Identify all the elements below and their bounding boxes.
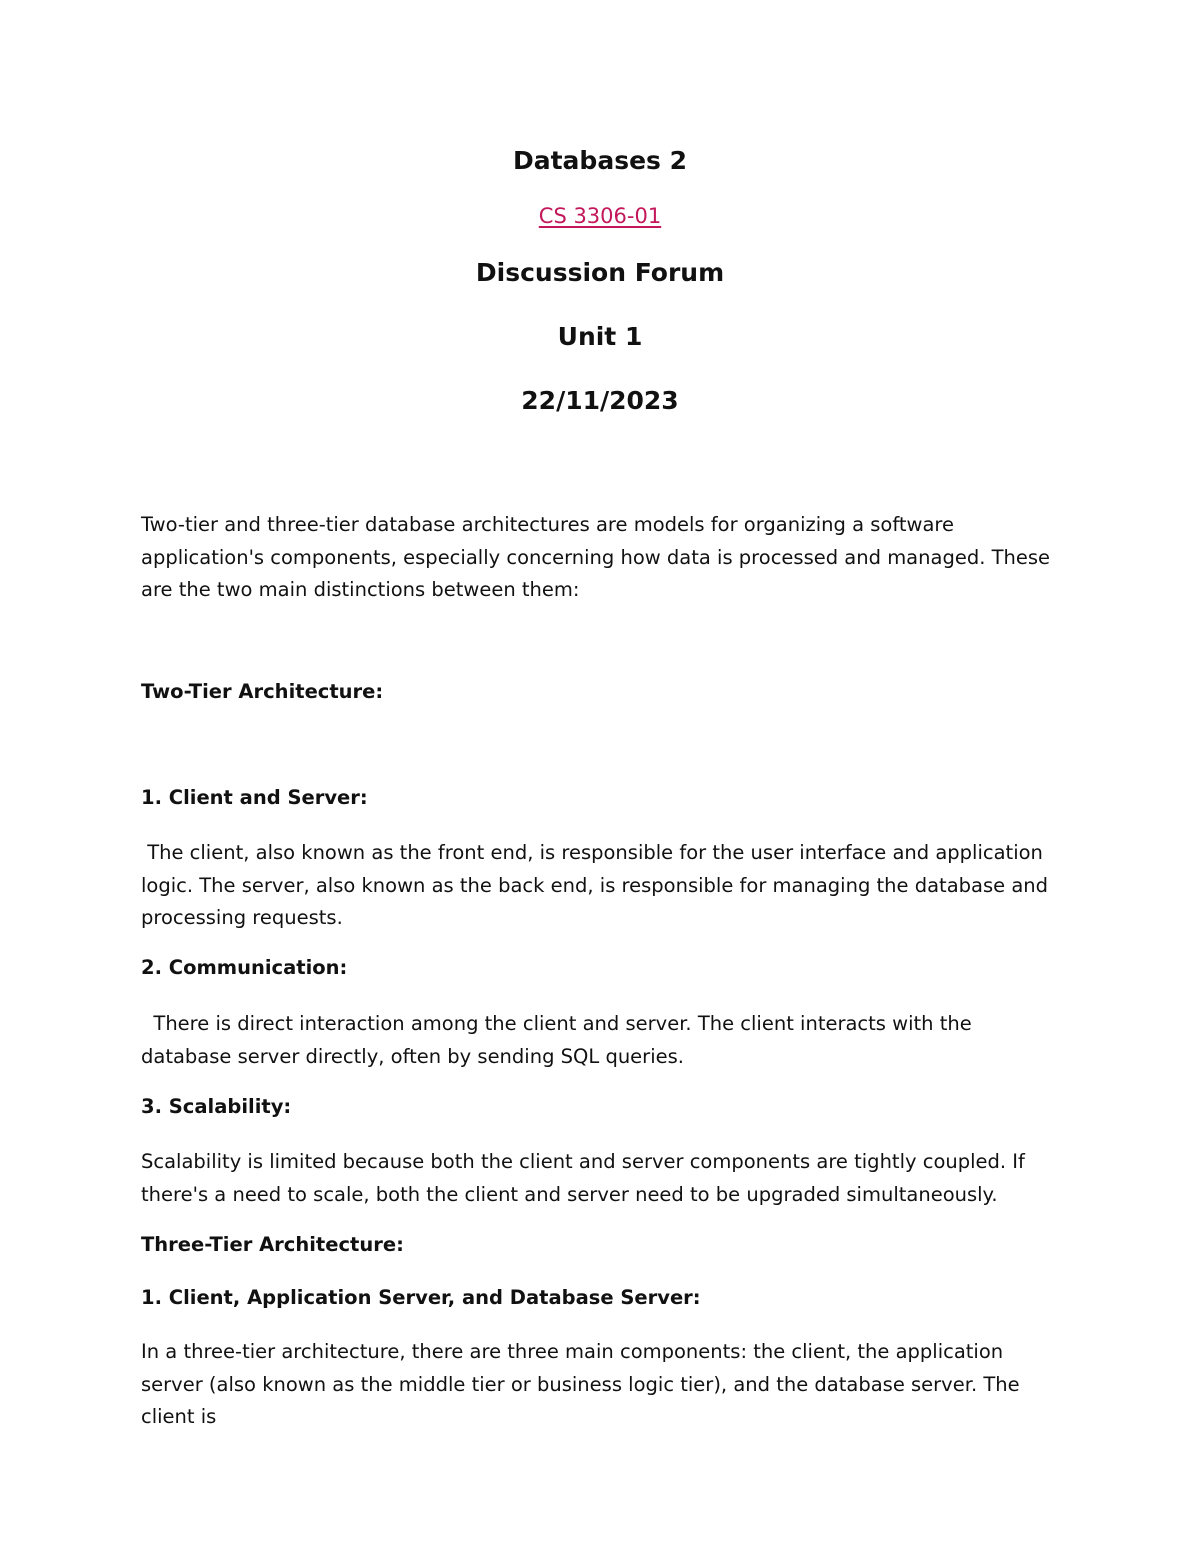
intro-paragraph: Two-tier and three-tier database architectures are models for organizing a software application's components, especially concerning how data is processed and managed. These are the two main distinctions between them: [141, 513, 1057, 601]
three-tier-item-body: In a three-tier architecture, there are three main components: the client, the application server (also known as the middle tier or business logic tier), and the database server. The client is [141, 1340, 1026, 1428]
course-code-link[interactable]: CS 3306-01 [538, 204, 662, 228]
two-tier-item-body: The client, also known as the front end, is responsible for the user interface and application logic. The server, also known as the back end, is responsible for managing the database and processing requests. [141, 841, 1055, 929]
two-tier-item-title: 3. Scalability: [141, 1095, 292, 1118]
unit-heading: Unit 1 [557, 322, 643, 351]
three-tier-heading: Three-Tier Architecture: [141, 1233, 404, 1256]
forum-heading: Discussion Forum [475, 258, 725, 287]
document-title: Databases 2 [512, 146, 688, 175]
three-tier-item-title: 1. Client, Application Server, and Database Server: [141, 1286, 701, 1309]
two-tier-item-title: 2. Communication: [141, 956, 348, 979]
two-tier-item-body: There is direct interaction among the client and server. The client interacts with the database server directly, often by sending SQL queries. [141, 1012, 978, 1068]
date-heading: 22/11/2023 [521, 386, 679, 415]
two-tier-item-title: 1. Client and Server: [141, 786, 368, 809]
two-tier-item-body: Scalability is limited because both the client and server components are tightly coupled. If there's a need to scale, both the client and server need to be upgraded simultaneously. [141, 1150, 1032, 1206]
two-tier-heading: Two-Tier Architecture: [141, 680, 384, 703]
